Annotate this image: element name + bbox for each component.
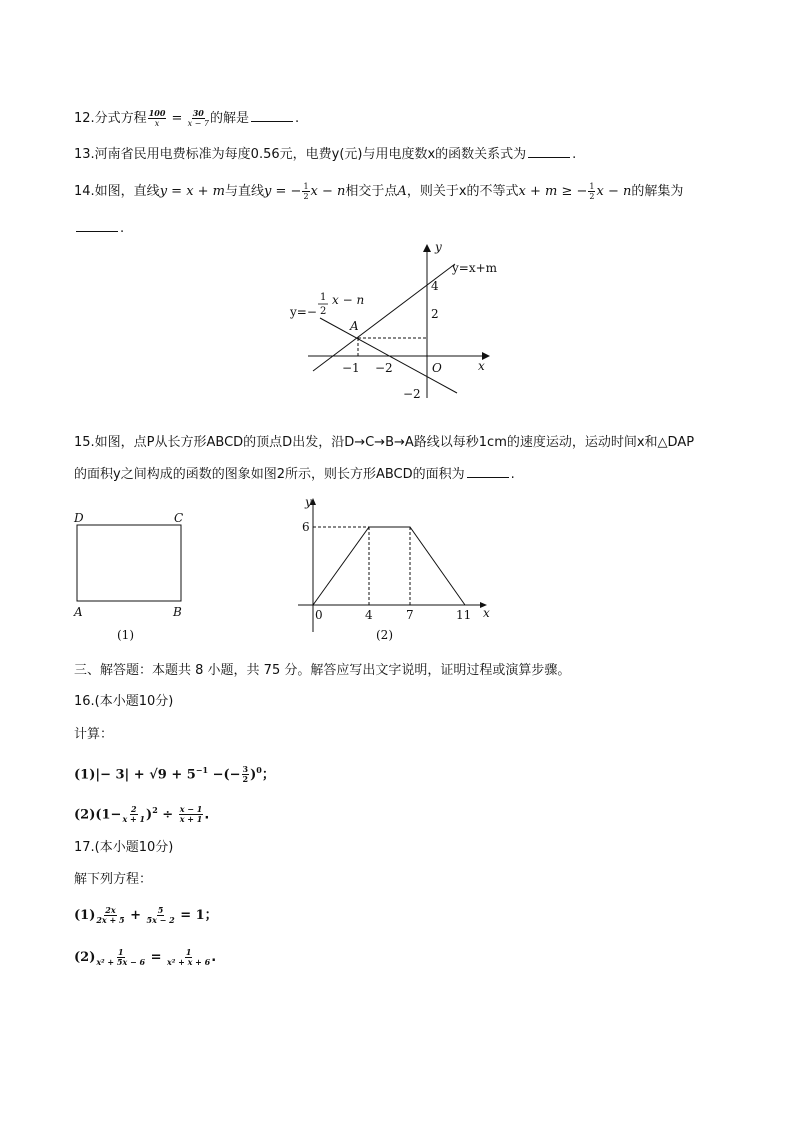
figure-15-rectangle — [70, 505, 200, 645]
x-axis-label: x — [478, 359, 485, 373]
tick-11: 11 — [456, 608, 472, 622]
rectangle-abcd — [77, 525, 181, 601]
q12-fraction-2: $\frac{30}{x - 7}$ — [187, 108, 209, 128]
area-function-graph — [313, 527, 465, 605]
line2-label-suffix: x − n — [332, 293, 365, 307]
question-14: 14.如图，直线y = x + m与直线y = − $\frac{1}{2}$ x − n相交于点A，则关于x的不等式x + m ≥ − $\frac{1}{2}$ x − n的解集为 — [74, 182, 684, 201]
tick-y-minus-2: −2 — [403, 387, 421, 401]
answer-blank — [76, 219, 118, 232]
tick-y-4: 4 — [431, 279, 439, 293]
answer-blank — [251, 109, 293, 122]
section-3-heading: 三、解答题：本题共 8 小题，共 75 分。解答应写出文字说明，证明过程或演算步骤。 — [74, 663, 571, 678]
q12-fraction-1: $\frac{100}{x}$ — [148, 108, 166, 128]
line2-label-num: 1 — [320, 292, 327, 303]
question-16-heading: 16.(本小题10分) — [74, 694, 174, 709]
origin-label: O — [432, 361, 442, 375]
question-15-line-2: 的面积y之间构成的函数的图象如图2所示，则长方形ABCD的面积为 . — [74, 467, 515, 482]
point-a-label: A — [350, 319, 359, 333]
answer-blank — [467, 465, 509, 478]
x-axis-label: x — [483, 606, 490, 620]
question-17-part-2: (2) $\frac{1}{\text{x² + 5x − 6}}$ = $\frac{1}{\text{x² + x + 6}}$ . — [74, 947, 217, 967]
vertex-a: A — [74, 605, 83, 619]
question-17-lead: 解下列方程： — [74, 872, 153, 887]
vertex-d: D — [74, 511, 84, 525]
tick-x-minus-2: −2 — [375, 361, 393, 375]
tick-y-2: 2 — [431, 307, 439, 321]
figure-2-caption: (2) — [376, 628, 393, 642]
tick-4: 4 — [365, 608, 373, 622]
question-16-part-2: (2)(1− $\frac{2}{x + 1}$ )$^2$ ÷ $\frac{x - 1}{x + 1}$ . — [74, 804, 210, 825]
tick-7: 7 — [406, 608, 414, 622]
question-17-heading: 17.(本小题10分) — [74, 840, 174, 855]
tick-0: 0 — [315, 608, 323, 622]
q13-text: 13.河南省民用电费标准为每度0.56元，电费y(元)与用电度数x的函数关系式为 — [74, 147, 527, 162]
tick-x-minus-1: −1 — [342, 361, 360, 375]
figure-15-graph — [290, 492, 500, 647]
vertex-c: C — [174, 511, 184, 525]
line1-label: y=x+m — [452, 261, 498, 275]
q12-prefix: 12.分式方程 — [74, 111, 147, 126]
question-14-blank-line: . — [74, 219, 124, 238]
y-axis-label: y — [435, 240, 442, 254]
answer-blank — [528, 145, 570, 158]
question-16-part-1: $(1)|- 3| + √9 + 5^{-1}$ −(− $\frac{3}{2}$ )$^0$； — [74, 764, 275, 785]
vertex-b: B — [173, 605, 182, 619]
y-axis-label: y — [305, 495, 312, 509]
question-17-part-1: (1) $\frac{2x}{2x + 5}$ + $\frac{5}{5x - 2}$ = 1； — [74, 905, 218, 925]
question-15-line-1: 15.如图，点P从长方形ABCD的顶点D出发，沿D→C→B→A路线以每秒1cm的速度运动，运动时间x和△DAP — [74, 435, 695, 450]
question-13: 13.河南省民用电费标准为每度0.56元，电费y(元)与用电度数x的函数关系式为 . — [74, 147, 577, 162]
question-16-lead: 计算： — [74, 727, 114, 742]
question-12: 12.分式方程 $\frac{100}{x}$ = $\frac{30}{x - 7}$ 的解是 . — [74, 108, 300, 128]
line2-label-den: 2 — [320, 306, 327, 317]
tick-6: 6 — [302, 520, 310, 534]
figure-14-graph — [280, 238, 500, 408]
q12-suffix: 的解是 — [209, 111, 249, 126]
figure-1-caption: (1) — [117, 628, 134, 642]
line2-label-prefix: y=− — [290, 305, 317, 319]
y-axis-arrow — [423, 244, 431, 252]
